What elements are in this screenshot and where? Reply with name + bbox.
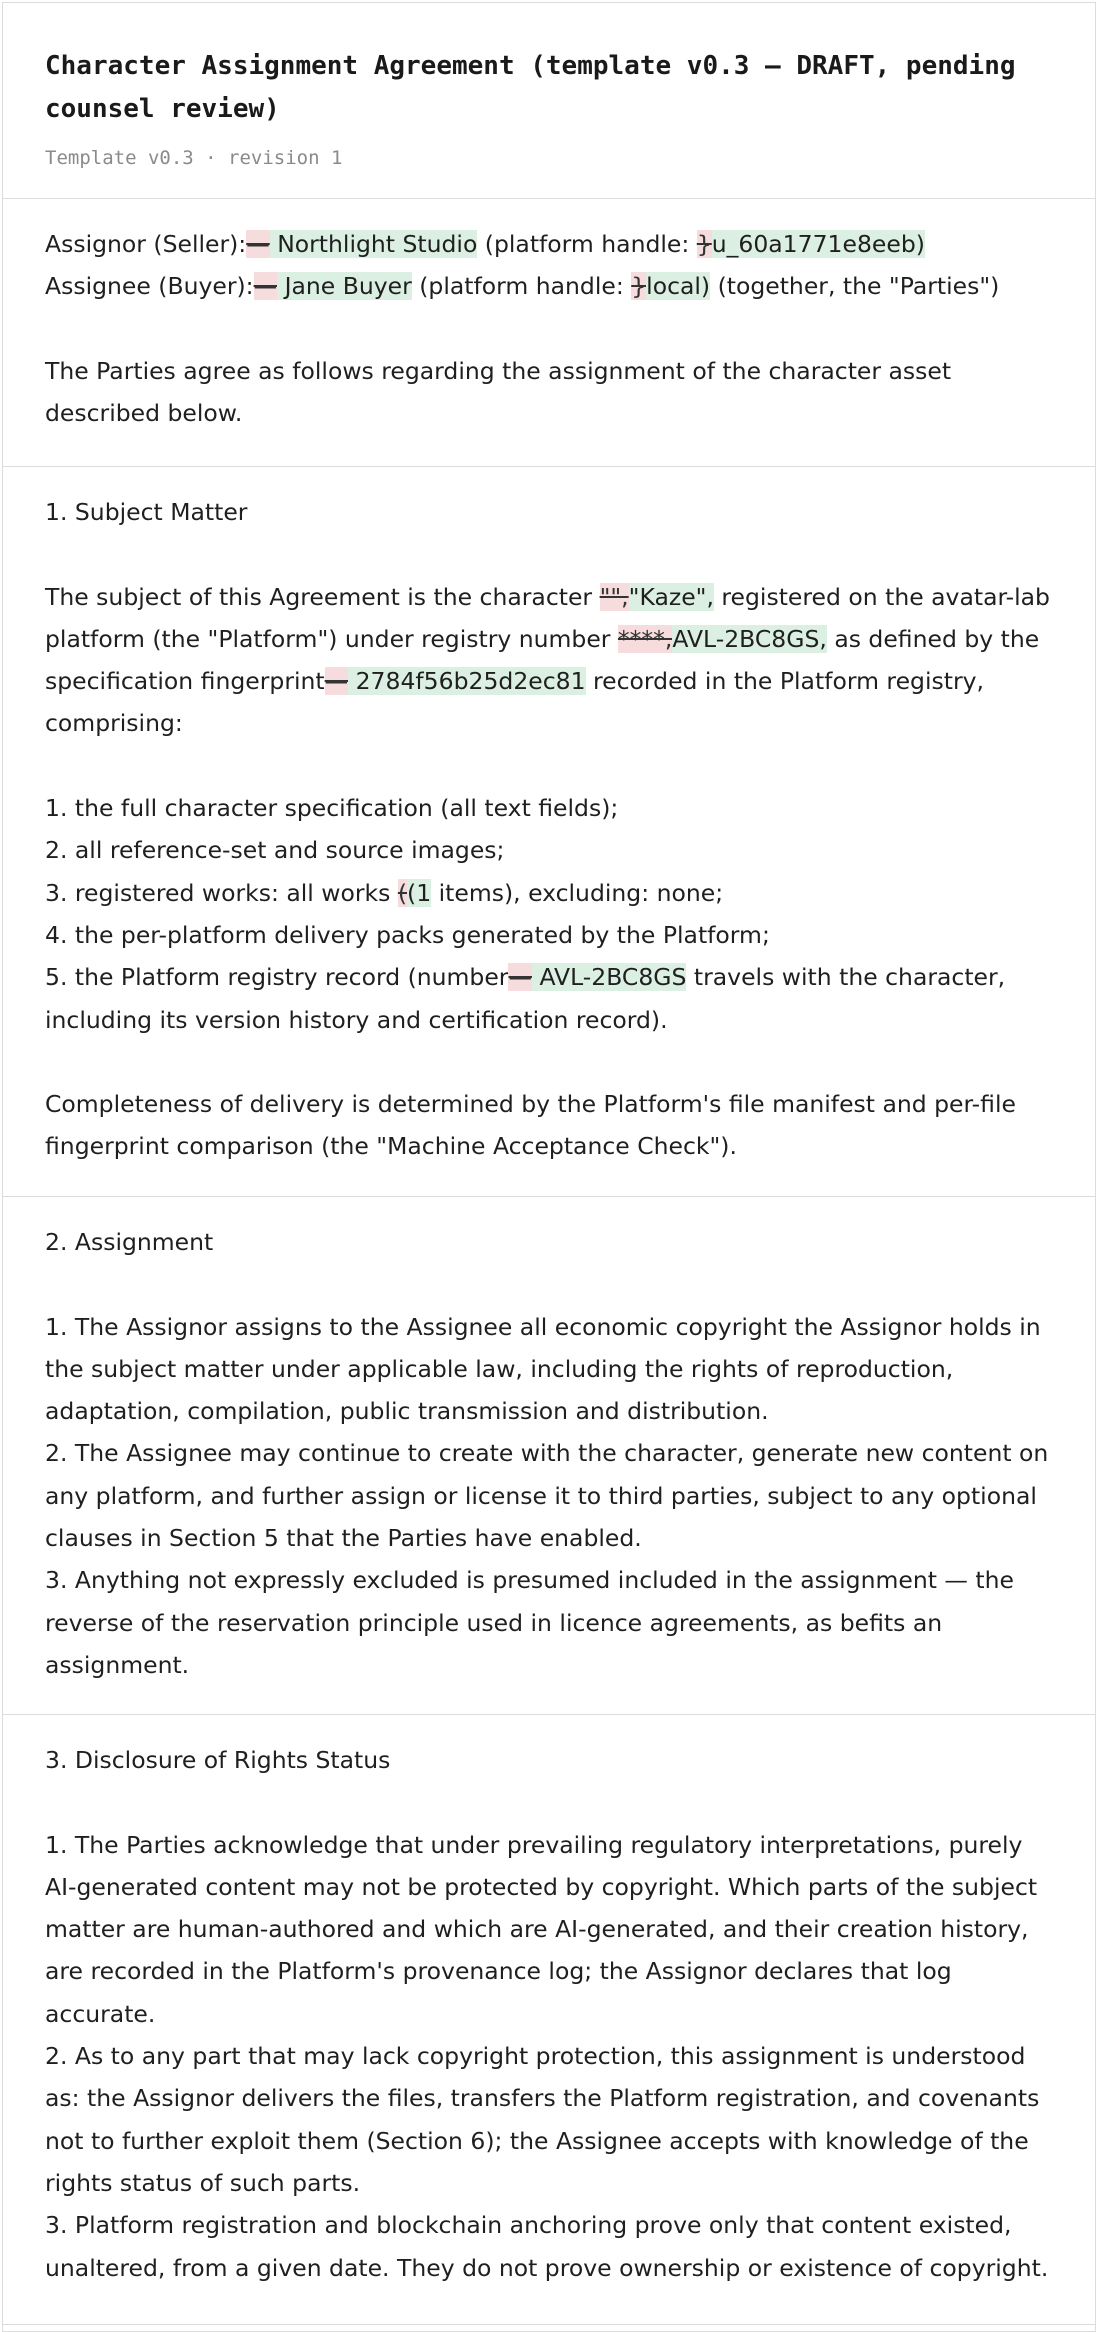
document-title: Character Assignment Agreement (template v0.3 — DRAFT, pending counsel review) [45,51,1016,124]
text-segment: items), excluding: none; [431,878,724,907]
assignor-name: Northlight Studio [269,230,478,258]
clause: 1. The Assignor assigns to the Assignee all economic copyright the Assignor holds in the subject matter under applicable law, including the rights of reproduction, adaptation, compilation, public transmission and distribution. [45,1312,1041,1426]
clause: 3. Platform registration and blockchain anchoring prove only that content existed, unaltered, from a given date. They do not prove ownership or existence of copyright. [45,2211,1049,2282]
text-segment: recorded in the Platform registry, comprising: [45,667,984,738]
parties-definition: (together, the "Parties") [710,272,1000,301]
spec-fingerprint: 2784f56b25d2ec81 [348,667,586,696]
template-revision: Template v0.3 · revision 1 [45,147,343,169]
assignor-handle: u_60a1771e8eeb) [711,230,925,258]
deleted-text: — [508,963,532,992]
deleted-text: ( [397,878,408,907]
list-item [45,872,1053,914]
clause: 2. As to any part that may lack copyright protection, this assignment is understood as: the Assignor delivers the files, transfers the Platform registration, and covenants not to further exploit them (Section 6); the Assignee accepts with knowledge of the rights status of such parts. [45,2042,1040,2197]
list-item: 1. the full character specification (all text fields); [45,794,619,823]
clause: 2. The Assignee may continue to create with the character, generate new content on any platform, and further assign or license it to third parties, subject to any optional clauses in Section 5 that the Parties have enabled. [45,1439,1049,1553]
assignor-line [45,223,1053,265]
assignee-name: Jane Buyer [277,272,412,301]
section-heading: 2. Assignment [45,1228,214,1256]
section-rights-disclosure [3,1715,1095,2325]
section-heading: 1. Subject Matter [45,498,248,526]
list-item: 2. all reference-set and source images; [45,836,505,865]
text-segment: 3. registered works: all works [45,878,398,907]
deleted-text: "", [599,582,629,611]
deleted-text: — [253,272,278,301]
list-item [45,956,1053,1041]
handle-label: (platform handle: [411,272,632,301]
works-count: (1 [407,878,432,907]
clause: 1. The Parties acknowledge that under prevailing regulatory interpretations, purely AI-generated content may not be protected by copyright. Which parts of the subject matter are human-authored and which are AI-generated, and their creation history, are recorded in the Platform's provenance log; the Assignor declares that log accurate. [45,1830,1038,2028]
deleted-text: ****, [617,624,673,653]
clause: 3. Anything not expressly excluded is presumed included in the assignment — the reverse of the reservation principle used in licence agreements, as befits an assignment. [45,1566,1014,1679]
text-segment: registered on the avatar-lab platform (the "Platform") under registry number [45,582,1050,653]
assignor-label: Assignor (Seller): [45,230,247,258]
assignee-handle: local) [646,272,711,301]
section-subject-matter [3,467,1095,1197]
text-segment: as defined by the specification fingerprint [45,624,1040,696]
assignee-line [45,265,1053,307]
section-heading: 3. Disclosure of Rights Status [45,1746,391,1774]
deleted-text: } [631,272,647,301]
assignee-label: Assignee (Buyer): [45,272,254,301]
registry-number: AVL-2BC8GS, [672,624,827,653]
deleted-text: — [246,230,270,258]
text-segment: The subject of this Agreement is the character [45,582,600,611]
section-assignment [3,1197,1095,1715]
deleted-text: } [696,230,712,258]
list-item: 4. the per-platform delivery packs generated by the Platform; [45,920,770,949]
parties-section [3,199,1095,467]
intro-paragraph: The Parties agree as follows regarding the assignment of the character asset described below. [45,356,952,428]
handle-label: (platform handle: [477,230,697,258]
subject-paragraph [45,576,1053,745]
text-segment: 5. the Platform registry record (number [45,963,509,992]
text-segment: travels with the character, including its version history and certification record). [45,963,1006,1034]
character-name: "Kaze", [628,582,714,611]
acceptance-paragraph: Completeness of delivery is determined by the Platform's file manifest and per-file fingerprint comparison (the "Machine Acceptance Check"). [45,1090,1016,1161]
deleted-text: — [324,667,349,696]
registry-number: AVL-2BC8GS [531,963,687,992]
agreement-document [2,2,1096,2332]
document-header [3,3,1095,199]
